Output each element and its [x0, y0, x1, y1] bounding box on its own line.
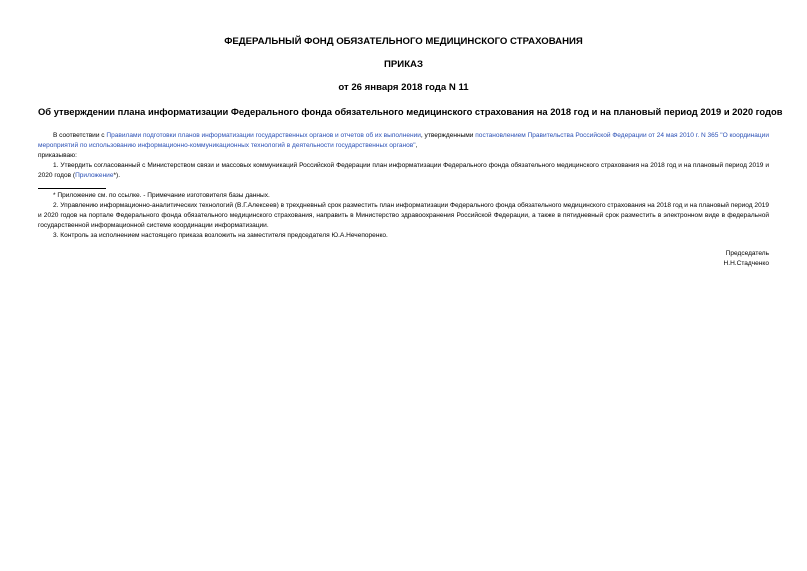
document-page — [38, 36, 783, 269]
item-1-after: *). — [113, 172, 121, 179]
preamble-paragraph — [38, 131, 769, 151]
item-1-text: 1. Утвердить согласованный с Министерством связи и массовых коммуникаций Российской Федерации план информатизации Федерального фонда обязательного медицинского страхования на 2018 год и на плановый период 2019 и 2020 годов ( — [38, 162, 769, 179]
footnote: * Приложение см. по ссылке. - Примечание изготовителя базы данных. — [53, 192, 270, 199]
item-1-paragraph — [38, 161, 769, 181]
organization-heading: ФЕДЕРАЛЬНЫЙ ФОНД ОБЯЗАТЕЛЬНОГО МЕДИЦИНСКОГО СТРАХОВАНИЯ — [224, 36, 583, 47]
document-date: от 26 января 2018 года N 11 — [338, 82, 469, 93]
item-3-paragraph: 3. Контроль за исполнением настоящего приказа возложить на заместителя председателя Ю.А.Нечепоренко. — [53, 232, 388, 239]
item-2-paragraph: 2. Управлению информационно-аналитических технологий (В.Г.Алексеев) в трехдневный срок разместить план информатизации Федерального фонда обязательного медицинского страхования на 2018 год и на плановый период 2019 и 2020 годов на портале Федерального фонда обязательного медицинского страхования, направить в Министерство здравоохранения Российской Федерации, а также в пятидневный срок разместить в электронном виде в федеральной государственной информационной системе координации информатизации. — [38, 202, 769, 229]
preamble-text-3: , — [415, 142, 418, 149]
signatory-position: Председатель — [725, 250, 769, 257]
order-word: приказываю: — [38, 152, 77, 159]
footnote-divider — [38, 188, 106, 189]
rules-link[interactable]: Правилами подготовки планов информатизации государственных органов и отчетов об их выполнении — [106, 132, 421, 139]
document-type: ПРИКАЗ — [384, 59, 423, 70]
signature-block — [38, 249, 769, 269]
document-title: Об утверждении плана информатизации Федерального фонда обязательного медицинского страхования на 2018 год и на плановый период 2019 и 2020 годов — [38, 106, 783, 117]
resolution-link[interactable]: постановлением Правительства Российской Федерации от 24 мая 2010 г. N 365 "О координации мероприятий по использованию информационно-коммуникационных технологий в деятельности государственных органов" — [38, 132, 769, 149]
preamble-text-2: , утвержденными — [420, 132, 476, 139]
signatory-name: Н.Н.Стадченко — [723, 260, 769, 267]
appendix-link[interactable]: Приложение — [75, 172, 114, 179]
preamble-text-1: В соответствии с — [53, 132, 107, 139]
